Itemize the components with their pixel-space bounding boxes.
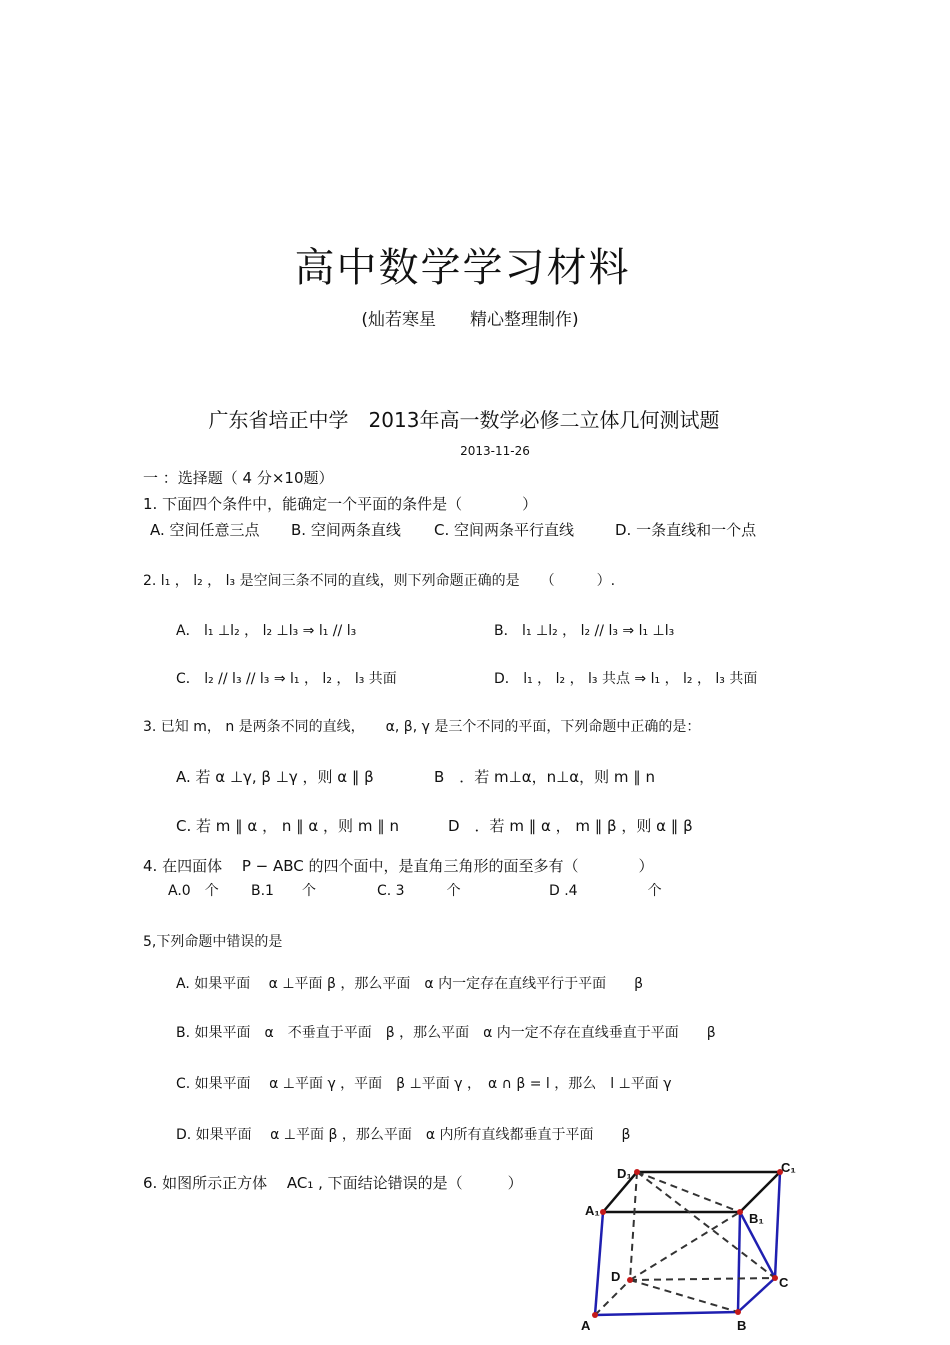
question-3-option-d: D ．若 m ∥ α ， m ∥ β ，则 α ∥ β — [448, 817, 693, 835]
question-1-option-b: B. 空间两条直线 — [291, 521, 401, 539]
paper-title: 广东省培正中学 2013年高一数学必修二立体几何测试题 — [208, 408, 720, 432]
vertex-label-a1: A₁ — [585, 1203, 600, 1218]
question-2-option-b: B． l₁ ⊥l₂ ， l₂ // l₃ ⇒ l₁ ⊥l₃ — [494, 623, 675, 639]
date: 2013-11-26 — [460, 444, 530, 458]
question-3-stem: 3. 已知 m， n 是两条不同的直线， α, β, γ 是三个不同的平面，下列命题中正确的是： — [143, 719, 701, 735]
vertex-label-a: A — [581, 1318, 591, 1333]
question-4-option-c: C. 3 个 — [377, 883, 461, 899]
question-4-option-a: A.0 个 — [168, 883, 219, 899]
question-1-option-d: D. 一条直线和一个点 — [615, 521, 757, 539]
question-4-option-b: B.1 个 — [251, 883, 316, 899]
question-4-option-d: D .4 个 — [549, 883, 662, 899]
question-1-option-c: C. 空间两条平行直线 — [434, 521, 575, 539]
vertex-label-b: B — [737, 1318, 747, 1333]
vertex-label-d1: D₁ — [617, 1166, 632, 1181]
vertex-label-b1: B₁ — [749, 1211, 764, 1226]
vertex-label-d: D — [611, 1269, 621, 1284]
question-3-option-c: C. 若 m ∥ α ， n ∥ α ，则 m ∥ n — [176, 817, 399, 835]
main-title: 高中数学学习材料 — [294, 245, 631, 291]
question-2-option-a: A． l₁ ⊥l₂ ， l₂ ⊥l₃ ⇒ l₁ // l₃ — [176, 623, 357, 639]
hidden-edges — [595, 1172, 775, 1315]
question-5-stem: 5,下列命题中错误的是 — [143, 934, 283, 950]
question-1-stem: 1. 下面四个条件中，能确定一个平面的条件是（ ） — [143, 495, 538, 513]
question-3-option-a: A. 若 α ⊥γ, β ⊥γ ，则 α ∥ β — [176, 768, 374, 786]
cube-figure — [575, 1160, 805, 1340]
question-5-option-b: B. 如果平面 α 不垂直于平面 β ，那么平面 α 内一定不存在直线垂直于平面 β — [176, 1025, 716, 1041]
question-5-option-a: A. 如果平面 α ⊥平面 β ，那么平面 α 内一定存在直线平行于平面 β — [176, 976, 644, 992]
section-heading: 一 ：选择题（ 4 分×10题） — [143, 469, 334, 487]
question-5-option-d: D. 如果平面 α ⊥平面 β ，那么平面 α 内所有直线都垂直于平面 β — [176, 1127, 631, 1143]
subtitle: (灿若寒星 精心整理制作) — [361, 310, 579, 330]
question-4-stem: 4. 在四面体 P − ABC 的四个面中，是直角三角形的面至多有（ ） — [143, 857, 654, 875]
solid-edges — [595, 1172, 780, 1315]
question-3-option-b: B ．若 m⊥α，n⊥α，则 m ∥ n — [434, 768, 656, 786]
question-2-option-d: D． l₁ ， l₂ ， l₃ 共点 ⇒ l₁ ， l₂ ， l₃ 共面 — [494, 671, 758, 687]
question-6-stem: 6. 如图所示正方体 AC₁ , 下面结论错误的是（ ） — [143, 1174, 523, 1192]
vertex-label-c: C — [779, 1275, 789, 1290]
question-5-option-c: C. 如果平面 α ⊥平面 γ ，平面 β ⊥平面 γ ， α ∩ β = l ，那么 l ⊥平面 γ — [176, 1076, 672, 1092]
question-2-stem: 2. l₁ ， l₂ ， l₃ 是空间三条不同的直线，则下列命题正确的是 （ ）. — [143, 573, 616, 589]
vertex-label-c1: C₁ — [781, 1160, 796, 1175]
question-2-option-c: C． l₂ // l₃ // l₃ ⇒ l₁ ， l₂ ， l₃ 共面 — [176, 671, 397, 687]
question-1-option-a: A. 空间任意三点 — [150, 521, 260, 539]
